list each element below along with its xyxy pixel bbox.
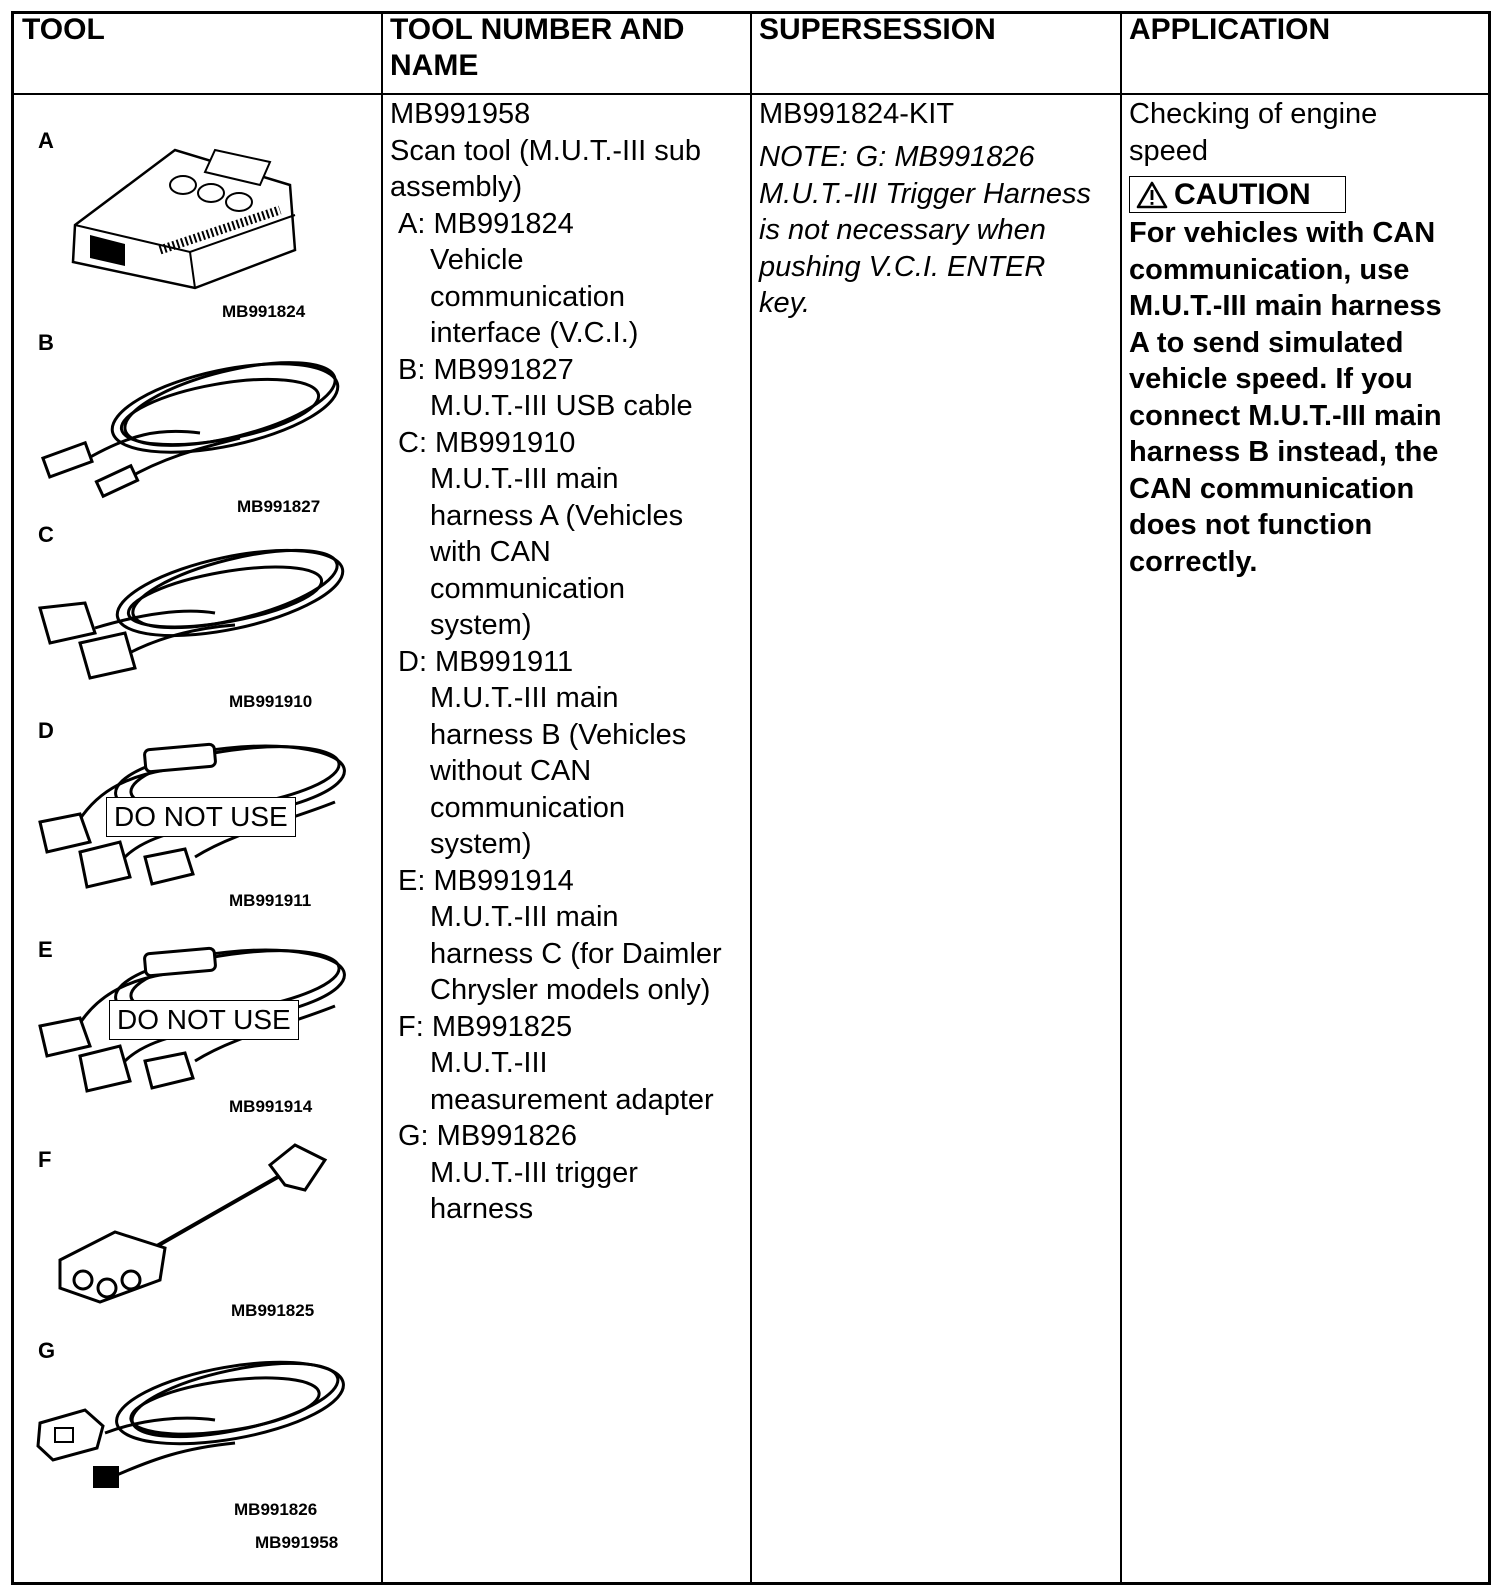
tool-number-line: harness B (Vehicles xyxy=(430,718,687,751)
warning-triangle-icon xyxy=(1136,181,1168,209)
tool-part-a: MB991824 xyxy=(222,302,306,321)
tool-part-b: MB991827 xyxy=(237,497,321,516)
tool-number-line: M.U.T.-III main xyxy=(430,901,619,933)
column-divider xyxy=(1120,11,1122,1585)
tool-number-line: with CAN xyxy=(430,536,551,568)
caution-line: For vehicles with CAN xyxy=(1129,217,1436,249)
tool-letter-f: F xyxy=(38,1147,52,1172)
caution-line: correctly. xyxy=(1129,545,1258,578)
tool-part-e: MB991914 xyxy=(229,1097,313,1116)
do-not-use-label-d: DO NOT USE xyxy=(106,797,296,837)
tool-number-line: measurement adapter xyxy=(430,1083,714,1116)
note-line: key. xyxy=(759,287,811,319)
note-line: NOTE: G: MB991826 xyxy=(759,141,1035,173)
tool-number-line: E: MB991914 xyxy=(398,864,574,897)
tool-number-line: assembly) xyxy=(390,171,523,203)
measurement-adapter-illustration xyxy=(55,1140,335,1305)
caution-line: A to send simulated xyxy=(1129,326,1404,359)
tool-number-line: C: MB991910 xyxy=(398,426,576,459)
caution-line: vehicle speed. If you xyxy=(1129,363,1413,395)
trigger-harness-illustration xyxy=(35,1348,355,1498)
note-line: pushing V.C.I. ENTER xyxy=(759,250,1046,283)
header-tool-number-line1: TOOL NUMBER AND xyxy=(390,13,685,46)
tool-number-line: M.U.T.-III trigger xyxy=(430,1156,638,1189)
tool-letter-c: C xyxy=(38,522,54,547)
caution-line: CAN communication xyxy=(1129,472,1415,505)
tool-number-line: Scan tool (M.U.T.-III sub xyxy=(390,134,702,167)
tool-part-f: MB991825 xyxy=(231,1301,315,1320)
header-application: APPLICATION xyxy=(1129,13,1331,46)
column-divider xyxy=(750,11,752,1585)
caution-line: connect M.U.T.-III main xyxy=(1129,399,1442,432)
tool-number-line: A: MB991824 xyxy=(398,207,574,240)
supersession-value: MB991824-KIT xyxy=(759,98,955,130)
tool-number-line: harness A (Vehicles xyxy=(430,499,684,532)
tool-number-line: communication xyxy=(430,280,626,313)
column-divider xyxy=(381,11,383,1585)
tool-part-g: MB991826 xyxy=(234,1500,318,1519)
tool-number-line: B: MB991827 xyxy=(398,353,574,386)
header-tool: TOOL xyxy=(22,13,105,46)
tool-number-line: M.U.T.-III xyxy=(430,1047,548,1079)
application-text xyxy=(1129,96,1377,169)
tool-letter-a: A xyxy=(38,128,54,153)
tool-letter-d: D xyxy=(38,718,54,743)
main-harness-a-illustration xyxy=(35,533,355,693)
tool-number-line: F: MB991825 xyxy=(398,1010,573,1043)
note-line: is not necessary when xyxy=(759,214,1046,246)
tool-number-list xyxy=(390,96,722,1228)
tool-part-c: MB991910 xyxy=(229,692,313,711)
tool-number-line: M.U.T.-III main xyxy=(430,463,619,495)
header-tool-number xyxy=(390,12,684,84)
caution-label: CAUTION xyxy=(1174,177,1311,211)
tool-number-line: MB991958 xyxy=(390,98,531,130)
caution-line: harness B instead, the xyxy=(1129,436,1439,468)
tool-letter-b: B xyxy=(38,330,54,355)
header-supersession: SUPERSESSION xyxy=(759,13,996,46)
tool-number-line: without CAN xyxy=(430,755,592,787)
application-line: speed xyxy=(1129,134,1209,167)
tool-number-line: communication xyxy=(430,791,626,824)
tool-letter-g: G xyxy=(38,1338,56,1363)
header-tool-number-line2: NAME xyxy=(390,49,479,82)
tool-number-line: harness C (for Daimler xyxy=(430,937,722,970)
tool-number-line: harness xyxy=(430,1193,534,1225)
caution-line: does not function xyxy=(1129,509,1373,541)
tool-number-line: communication xyxy=(430,572,626,605)
caution-line: M.U.T.-III main harness xyxy=(1129,290,1442,322)
application-line: Checking of engine xyxy=(1129,98,1378,130)
tool-letter-e: E xyxy=(38,937,53,962)
tool-number-line: G: MB991826 xyxy=(398,1120,577,1152)
vci-illustration xyxy=(65,140,305,290)
usb-cable-illustration xyxy=(40,338,350,498)
tool-number-line: D: MB991911 xyxy=(398,645,574,678)
tool-part-d: MB991911 xyxy=(229,891,312,910)
supersession-note xyxy=(759,139,1091,322)
tool-number-line: system) xyxy=(430,828,532,860)
caution-badge xyxy=(1129,176,1346,213)
tool-number-line: M.U.T.-III main xyxy=(430,682,619,714)
tool-number-line: M.U.T.-III USB cable xyxy=(430,390,693,422)
note-line: M.U.T.-III Trigger Harness xyxy=(759,177,1091,210)
tool-number-line: Chrysler models only) xyxy=(430,974,711,1006)
tool-number-line: interface (V.C.I.) xyxy=(430,317,639,349)
caution-line: communication, use xyxy=(1129,253,1410,286)
tool-number-line: system) xyxy=(430,609,532,641)
header-divider xyxy=(11,93,1491,95)
tool-kit-part: MB991958 xyxy=(255,1533,339,1552)
tool-number-line: Vehicle xyxy=(430,244,524,276)
do-not-use-label-e: DO NOT USE xyxy=(109,1000,299,1040)
caution-text xyxy=(1129,215,1442,580)
